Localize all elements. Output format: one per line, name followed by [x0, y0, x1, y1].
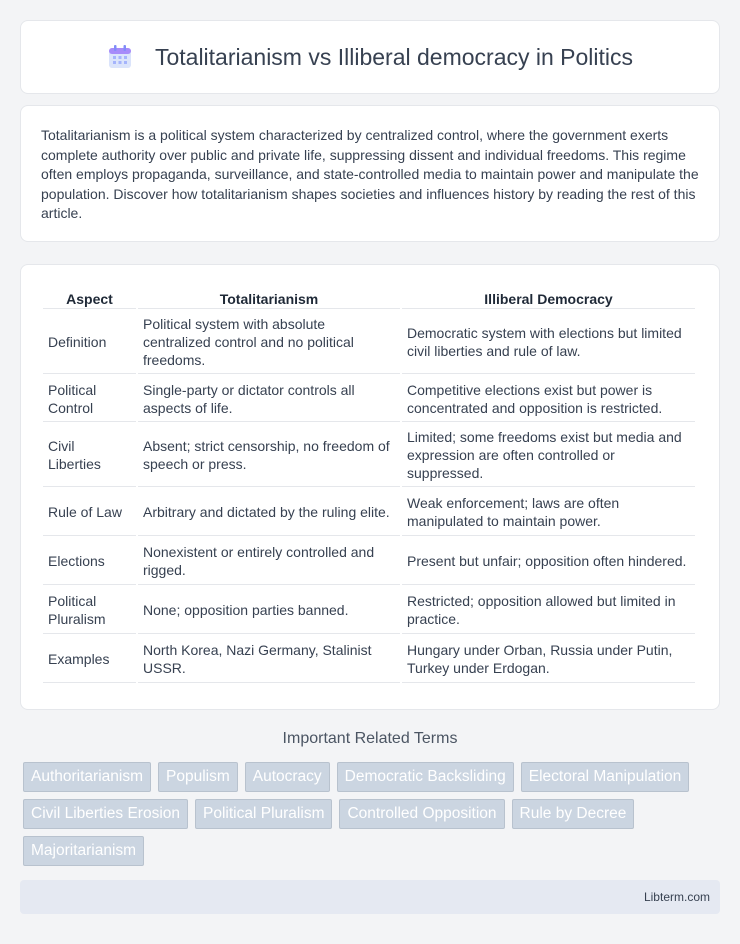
term-tag[interactable]: Autocracy [245, 762, 330, 792]
cell-illiberal: Restricted; opposition allowed but limited in practice. [402, 587, 695, 634]
title-card [20, 20, 720, 94]
table-header-row [43, 287, 695, 309]
table-row [43, 587, 695, 634]
cell-totalitarianism: North Korea, Nazi Germany, Stalinist USSR. [138, 636, 400, 683]
table-row [43, 376, 695, 422]
cell-aspect: Political Pluralism [43, 587, 136, 634]
table-row [43, 538, 695, 585]
cell-totalitarianism: Nonexistent or entirely controlled and rigged. [138, 538, 400, 585]
table-row [43, 636, 695, 683]
comparison-card [20, 264, 720, 710]
related-terms-list [23, 762, 723, 866]
cell-aspect: Definition [43, 311, 136, 374]
cell-illiberal: Weak enforcement; laws are often manipulated to maintain power. [402, 489, 695, 536]
term-tag[interactable]: Civil Liberties Erosion [23, 799, 188, 829]
term-tag[interactable]: Rule by Decree [512, 799, 635, 829]
term-tag[interactable]: Controlled Opposition [339, 799, 504, 829]
term-tag[interactable]: Political Pluralism [195, 799, 332, 829]
cell-totalitarianism: Arbitrary and dictated by the ruling elite. [138, 489, 400, 536]
header-illiberal-democracy: Illiberal Democracy [402, 287, 695, 309]
table-row [43, 311, 695, 374]
intro-text: Totalitarianism is a political system characterized by centralized control, where the government exerts complete authority over public and private life, suppressing dissent and individual freedoms. This regime often employs propaganda, surveillance, and state-controlled media to maintain power and manipulate the population. Discover how totalitarianism shapes societies and influences history by reading the rest of this article. [41, 127, 699, 221]
cell-aspect: Elections [43, 538, 136, 585]
cell-illiberal: Hungary under Orban, Russia under Putin, Turkey under Erdogan. [402, 636, 695, 683]
cell-aspect: Rule of Law [43, 489, 136, 536]
cell-aspect: Examples [43, 636, 136, 683]
cell-totalitarianism: Single-party or dictator controls all aspects of life. [138, 376, 400, 422]
header-totalitarianism: Totalitarianism [138, 287, 400, 309]
footer [20, 880, 720, 914]
term-tag[interactable]: Democratic Backsliding [337, 762, 514, 792]
page-title: Totalitarianism vs Illiberal democracy in Politics [154, 43, 634, 70]
cell-illiberal: Present but unfair; opposition often hindered. [402, 538, 695, 585]
table-row [43, 489, 695, 536]
cell-totalitarianism: None; opposition parties banned. [138, 587, 400, 634]
cell-illiberal: Competitive elections exist but power is concentrated and opposition is restricted. [402, 376, 695, 422]
header-aspect: Aspect [43, 287, 136, 309]
comparison-table [41, 285, 697, 685]
footer-site-link[interactable]: Libterm.com [643, 890, 710, 904]
term-tag[interactable]: Authoritarianism [23, 762, 151, 792]
intro-card [20, 105, 720, 242]
term-tag[interactable]: Populism [158, 762, 238, 792]
calendar-icon [107, 44, 133, 70]
term-tag[interactable]: Majoritarianism [23, 836, 144, 866]
cell-totalitarianism: Absent; strict censorship, no freedom of speech or press. [138, 424, 400, 487]
cell-totalitarianism: Political system with absolute centralized control and no political freedoms. [138, 311, 400, 374]
cell-illiberal: Limited; some freedoms exist but media and expression are often controlled or suppressed. [402, 424, 695, 487]
cell-illiberal: Democratic system with elections but limited civil liberties and rule of law. [402, 311, 695, 374]
cell-aspect: Political Control [43, 376, 136, 422]
term-tag[interactable]: Electoral Manipulation [521, 762, 690, 792]
cell-aspect: Civil Liberties [43, 424, 136, 487]
table-row [43, 424, 695, 487]
related-terms-title: Important Related Terms [282, 730, 458, 747]
